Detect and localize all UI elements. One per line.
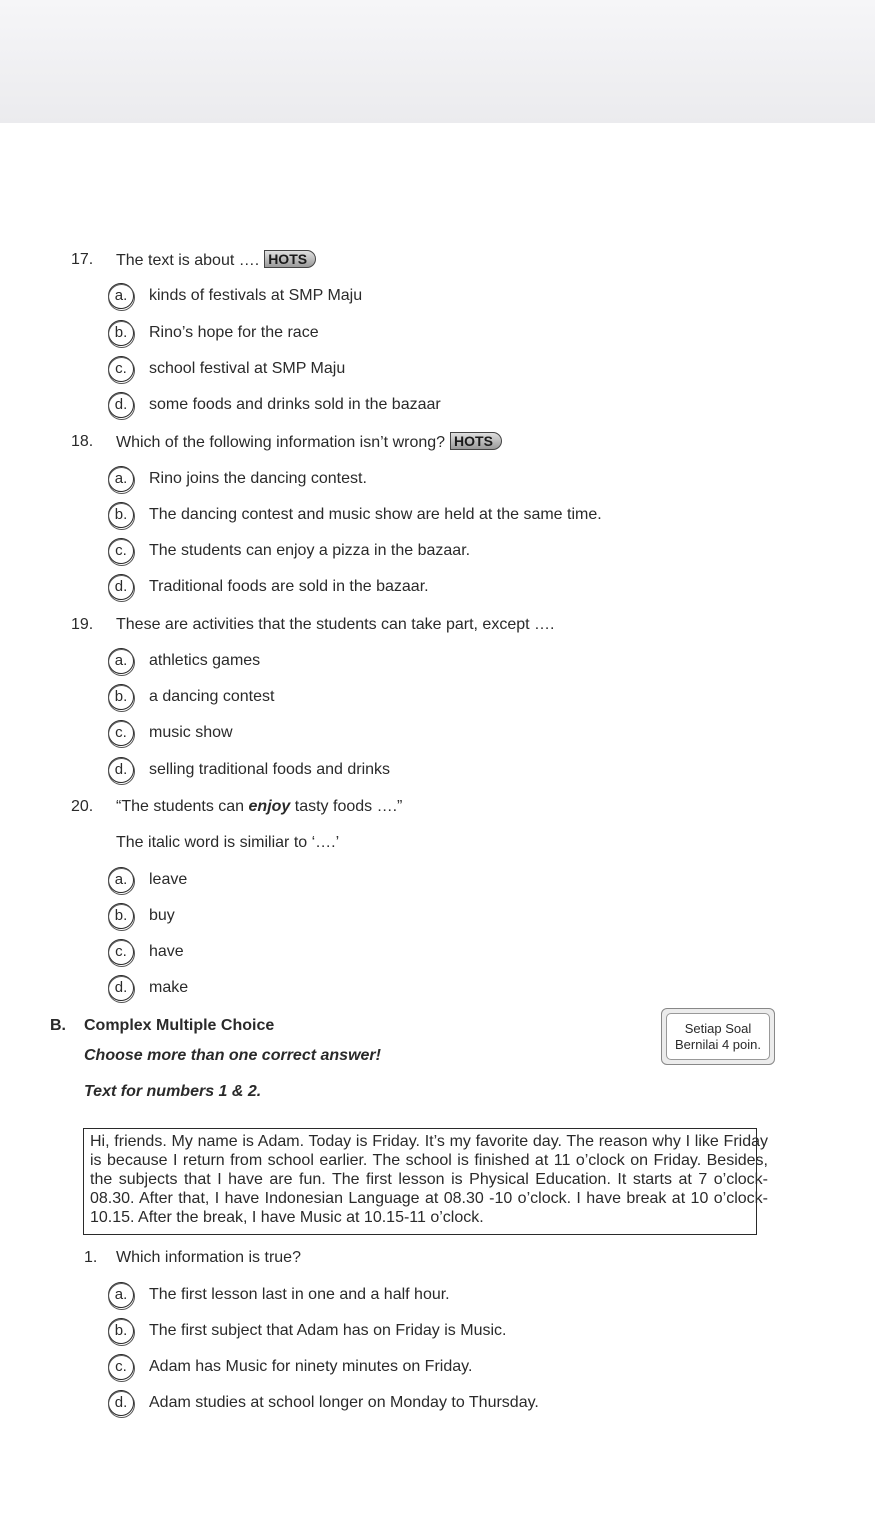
hots-badge: HOTS <box>264 250 316 268</box>
points-badge <box>661 1008 775 1065</box>
option-circle-17a[interactable]: a. <box>108 283 134 309</box>
question-17-number: 17. <box>71 251 94 268</box>
question-b1-text: Which information is true? <box>116 1249 301 1266</box>
hots-badge: HOTS <box>450 432 502 450</box>
question-20-subtext: The italic word is similiar to ‘….’ <box>116 834 340 851</box>
option-18a-text: Rino joins the dancing contest. <box>149 470 367 487</box>
option-circle-b1c[interactable]: c. <box>108 1354 134 1380</box>
option-circle-18c[interactable]: c. <box>108 538 134 564</box>
section-b-text-label: Text for numbers 1 & 2. <box>84 1083 262 1100</box>
points-badge-inner <box>666 1013 770 1060</box>
option-19b-text: a dancing contest <box>149 688 275 705</box>
option-circle-20b[interactable]: b. <box>108 903 134 929</box>
question-18-stem: Which of the following information isn’t wrong? <box>116 434 446 451</box>
option-circle-20d[interactable]: d. <box>108 975 134 1001</box>
question-b1-number: 1. <box>84 1249 98 1266</box>
option-17a-text: kinds of festivals at SMP Maju <box>149 287 363 304</box>
option-17d-text: some foods and drinks sold in the bazaar <box>149 396 441 413</box>
option-circle-20a[interactable]: a. <box>108 867 134 893</box>
option-18d-text: Traditional foods are sold in the bazaar. <box>149 578 429 595</box>
option-circle-19c[interactable]: c. <box>108 720 134 746</box>
option-circle-b1d[interactable]: d. <box>108 1390 134 1416</box>
option-circle-20c[interactable]: c. <box>108 939 134 965</box>
option-b1b-text: The first subject that Adam has on Friday is Music. <box>149 1322 507 1339</box>
question-20-number: 20. <box>71 798 94 815</box>
option-b1c-text: Adam has Music for ninety minutes on Friday. <box>149 1358 473 1375</box>
section-b-letter: B. <box>50 1017 66 1034</box>
option-circle-19b[interactable]: b. <box>108 684 134 710</box>
option-b1d-text: Adam studies at school longer on Monday to Thursday. <box>149 1394 539 1411</box>
header-band <box>0 0 875 123</box>
question-19-number: 19. <box>71 616 94 633</box>
option-19d-text: selling traditional foods and drinks <box>149 761 391 778</box>
points-badge-line1: Setiap Soal <box>684 1021 752 1036</box>
option-20c-text: have <box>149 943 184 960</box>
question-19-text: These are activities that the students can take part, except …. <box>116 616 555 633</box>
option-circle-19d[interactable]: d. <box>108 757 134 783</box>
question-20-quote-start: “The students can <box>116 798 249 815</box>
option-circle-17d[interactable]: d. <box>108 392 134 418</box>
option-20a-text: leave <box>149 871 188 888</box>
option-b1a-text: The first lesson last in one and a half hour. <box>149 1286 450 1303</box>
option-20b-text: buy <box>149 907 175 924</box>
option-18b-text: The dancing contest and music show are held at the same time. <box>149 506 602 523</box>
question-20-emphasis: enjoy <box>248 798 291 815</box>
question-18-text <box>116 432 502 453</box>
option-circle-18d[interactable]: d. <box>108 574 134 600</box>
question-17-stem: The text is about …. <box>116 252 260 269</box>
option-circle-17b[interactable]: b. <box>108 320 134 346</box>
option-18c-text: The students can enjoy a pizza in the bazaar. <box>149 542 471 559</box>
section-b-instruction: Choose more than one correct answer! <box>84 1047 381 1064</box>
points-badge-line2: Bernilai 4 poin. <box>675 1037 761 1052</box>
option-17b-text: Rino’s hope for the race <box>149 324 319 341</box>
option-20d-text: make <box>149 979 189 996</box>
question-20-quote-end: tasty foods ….” <box>290 798 403 815</box>
option-circle-b1a[interactable]: a. <box>108 1282 134 1308</box>
passage-text: Hi, friends. My name is Adam. Today is Friday. It’s my favorite day. The reason why I like Friday is because I return from school earlier. The school is finished at 11 o’clock on Friday. Besides, the subjects that I have are fun. The first lesson is Physical Education. It starts at 7 o’clock-08.30. After that, I have Indonesian Language at 08.30 -10 o’clock. I have break at 10 o’clock-10.15. After the break, I have Music at 10.15-11 o’clock. <box>90 1133 768 1226</box>
option-circle-17c[interactable]: c. <box>108 356 134 382</box>
option-circle-b1b[interactable]: b. <box>108 1318 134 1344</box>
option-circle-19a[interactable]: a. <box>108 648 134 674</box>
question-18-number: 18. <box>71 433 94 450</box>
option-17c-text: school festival at SMP Maju <box>149 360 346 377</box>
option-circle-18b[interactable]: b. <box>108 502 134 528</box>
question-17-text <box>116 250 316 271</box>
option-circle-18a[interactable]: a. <box>108 466 134 492</box>
option-19a-text: athletics games <box>149 652 261 669</box>
question-20-text <box>116 797 402 817</box>
section-b-title: Complex Multiple Choice <box>84 1017 275 1034</box>
option-19c-text: music show <box>149 724 233 741</box>
